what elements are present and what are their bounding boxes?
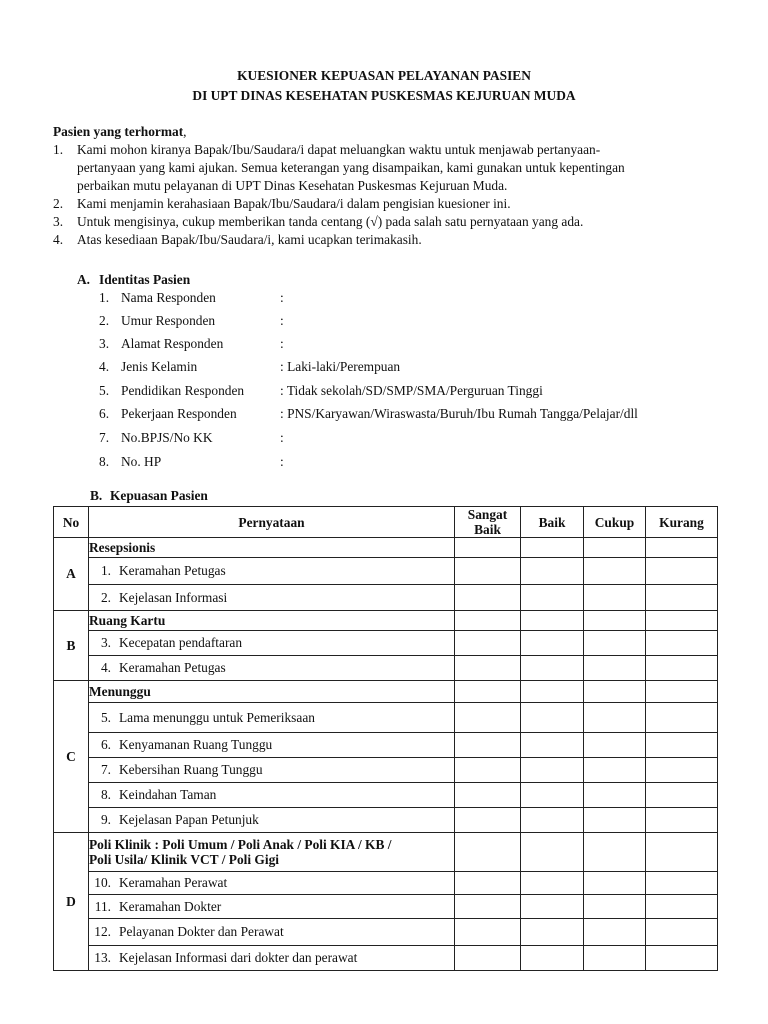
table-row xyxy=(54,733,718,758)
instruction-number: 1. xyxy=(53,142,64,157)
statement-number: 3. xyxy=(100,635,111,650)
greeting-text: Pasien yang terhormat xyxy=(53,124,184,139)
rating-cell-sangat-baik[interactable] xyxy=(455,833,521,872)
statement-cell xyxy=(89,656,455,681)
header-cukup: Cukup xyxy=(584,507,646,538)
rating-cell-kurang[interactable] xyxy=(646,585,718,611)
rating-cell-cukup[interactable] xyxy=(584,946,646,971)
rating-cell-baik[interactable] xyxy=(521,895,584,919)
rating-cell-sangat-baik[interactable] xyxy=(455,681,521,703)
instruction-text: perbaikan mutu pelayanan di UPT Dinas Kesehatan Puskesmas Kejuruan Muda. xyxy=(77,178,508,193)
statement-text: Kebersihan Ruang Tunggu xyxy=(119,762,263,777)
category-letter: B xyxy=(54,611,89,681)
rating-cell-kurang[interactable] xyxy=(646,808,718,833)
rating-cell-kurang[interactable] xyxy=(646,783,718,808)
rating-cell-cukup[interactable] xyxy=(584,733,646,758)
statement-number: 2. xyxy=(100,589,111,605)
group-title: Ruang Kartu xyxy=(89,611,455,631)
field-value-bpjs[interactable]: : xyxy=(280,430,284,445)
section-b-title: Kepuasan Pasien xyxy=(110,488,208,503)
statement-cell xyxy=(89,946,455,971)
field-label-nama: Nama Responden xyxy=(121,290,216,305)
rating-cell-sangat-baik[interactable] xyxy=(455,946,521,971)
rating-cell-kurang[interactable] xyxy=(646,681,718,703)
rating-cell-kurang[interactable] xyxy=(646,558,718,585)
statement-number: 12. xyxy=(94,924,111,939)
rating-cell-baik[interactable] xyxy=(521,733,584,758)
statement-text: Kenyamanan Ruang Tunggu xyxy=(119,737,273,752)
rating-cell-cukup[interactable] xyxy=(584,558,646,585)
table-row xyxy=(54,758,718,783)
header-pernyataan: Pernyataan xyxy=(89,507,455,538)
rating-cell-sangat-baik[interactable] xyxy=(455,585,521,611)
statement-text: Keramahan Perawat xyxy=(119,875,228,890)
rating-cell-cukup[interactable] xyxy=(584,585,646,611)
statement-number: 5. xyxy=(100,709,111,725)
satisfaction-table xyxy=(53,506,718,971)
rating-cell-baik[interactable] xyxy=(521,656,584,681)
field-number: 8. xyxy=(99,454,110,469)
rating-cell-kurang[interactable] xyxy=(646,946,718,971)
table-row xyxy=(54,656,718,681)
instruction-number: 3. xyxy=(53,214,64,229)
rating-cell-cukup[interactable] xyxy=(584,808,646,833)
field-number: 1. xyxy=(99,290,110,305)
table-group-row xyxy=(54,611,718,631)
rating-cell-cukup[interactable] xyxy=(584,758,646,783)
greeting-comma: , xyxy=(183,124,187,139)
header-sangat-baik xyxy=(455,507,521,538)
table-row xyxy=(54,585,718,611)
table-row xyxy=(54,895,718,919)
statement-cell xyxy=(89,808,455,833)
field-number: 3. xyxy=(99,336,110,351)
statement-text: Kecepatan pendaftaran xyxy=(119,635,243,650)
category-letter: A xyxy=(54,538,89,611)
rating-cell-baik[interactable] xyxy=(521,703,584,733)
group-title xyxy=(89,833,455,872)
table-row xyxy=(54,631,718,656)
rating-cell-baik[interactable] xyxy=(521,872,584,895)
rating-cell-sangat-baik[interactable] xyxy=(455,783,521,808)
rating-cell-sangat-baik[interactable] xyxy=(455,872,521,895)
field-label-jenis-kelamin: Jenis Kelamin xyxy=(121,359,198,374)
rating-cell-cukup[interactable] xyxy=(584,783,646,808)
field-value-hp[interactable]: : xyxy=(280,454,284,469)
rating-cell-kurang[interactable] xyxy=(646,758,718,783)
field-label-umur: Umur Responden xyxy=(121,313,216,328)
statement-text: Lama menunggu untuk Pemeriksaan xyxy=(119,709,315,725)
document-title-line-1: KUESIONER KEPUASAN PELAYANAN PASIEN xyxy=(237,68,531,83)
rating-cell-cukup[interactable] xyxy=(584,833,646,872)
table-row xyxy=(54,558,718,585)
rating-cell-sangat-baik[interactable] xyxy=(455,538,521,558)
table-header-row xyxy=(54,507,718,538)
table-group-row xyxy=(54,681,718,703)
rating-cell-sangat-baik[interactable] xyxy=(455,558,521,585)
group-title-line2: Poli Usila/ Klinik VCT / Poli Gigi xyxy=(89,852,279,867)
table-row xyxy=(54,783,718,808)
rating-cell-kurang[interactable] xyxy=(646,538,718,558)
table-row xyxy=(54,808,718,833)
rating-cell-kurang[interactable] xyxy=(646,833,718,872)
statement-text: Keindahan Taman xyxy=(119,787,217,802)
field-label-pekerjaan: Pekerjaan Responden xyxy=(121,406,237,421)
field-label-bpjs: No.BPJS/No KK xyxy=(121,430,213,445)
rating-cell-sangat-baik[interactable] xyxy=(455,733,521,758)
rating-cell-sangat-baik[interactable] xyxy=(455,656,521,681)
field-number: 7. xyxy=(99,430,110,445)
statement-cell xyxy=(89,895,455,919)
statement-cell xyxy=(89,631,455,656)
instruction-number: 2. xyxy=(53,196,64,211)
rating-cell-cukup[interactable] xyxy=(584,538,646,558)
statement-number: 8. xyxy=(100,787,111,802)
rating-cell-sangat-baik[interactable] xyxy=(455,611,521,631)
field-value-nama[interactable]: : xyxy=(280,290,284,305)
rating-cell-cukup[interactable] xyxy=(584,872,646,895)
statement-number: 6. xyxy=(100,737,111,752)
statement-text: Kejelasan Papan Petunjuk xyxy=(119,812,259,827)
statement-cell xyxy=(89,919,455,946)
rating-cell-baik[interactable] xyxy=(521,833,584,872)
group-title: Menunggu xyxy=(89,681,455,703)
field-value-pekerjaan[interactable]: : PNS/Karyawan/Wiraswasta/Buruh/Ibu Rumah Tangga/Pelajar/dll xyxy=(280,406,638,421)
statement-cell xyxy=(89,585,455,611)
rating-cell-kurang[interactable] xyxy=(646,919,718,946)
field-value-alamat[interactable]: : xyxy=(280,336,284,351)
field-number: 6. xyxy=(99,406,110,421)
category-letter: C xyxy=(54,681,89,833)
rating-cell-sangat-baik[interactable] xyxy=(455,631,521,656)
field-value-umur[interactable]: : xyxy=(280,313,284,328)
field-label-pendidikan: Pendidikan Responden xyxy=(121,383,245,398)
rating-cell-kurang[interactable] xyxy=(646,733,718,758)
rating-cell-baik[interactable] xyxy=(521,783,584,808)
group-title: Resepsionis xyxy=(89,538,455,558)
header-sangat-baik-line2: Baik xyxy=(474,522,501,537)
statement-cell xyxy=(89,783,455,808)
statement-text: Keramahan Petugas xyxy=(119,563,226,578)
document-title-line-2: DI UPT DINAS KESEHATAN PUSKESMAS KEJURUAN MUDA xyxy=(192,88,576,103)
statement-text: Keramahan Dokter xyxy=(119,898,222,914)
statement-number: 13. xyxy=(94,950,111,965)
rating-cell-cukup[interactable] xyxy=(584,631,646,656)
header-sangat-baik-line1: Sangat xyxy=(467,507,508,522)
rating-cell-baik[interactable] xyxy=(521,611,584,631)
rating-cell-kurang[interactable] xyxy=(646,703,718,733)
table-row xyxy=(54,919,718,946)
rating-cell-baik[interactable] xyxy=(521,558,584,585)
rating-cell-kurang[interactable] xyxy=(646,656,718,681)
field-value-pendidikan[interactable]: : Tidak sekolah/SD/SMP/SMA/Perguruan Tinggi xyxy=(280,383,543,398)
field-label-hp: No. HP xyxy=(121,454,162,469)
rating-cell-cukup[interactable] xyxy=(584,656,646,681)
statement-number: 1. xyxy=(100,563,111,578)
rating-cell-baik[interactable] xyxy=(521,538,584,558)
rating-cell-baik[interactable] xyxy=(521,585,584,611)
rating-cell-cukup[interactable] xyxy=(584,895,646,919)
field-number: 4. xyxy=(99,359,110,374)
statement-cell xyxy=(89,758,455,783)
statement-cell xyxy=(89,703,455,733)
statement-text: Pelayanan Dokter dan Perawat xyxy=(119,924,284,939)
section-a-letter: A. xyxy=(77,272,91,287)
rating-cell-cukup[interactable] xyxy=(584,919,646,946)
header-kurang: Kurang xyxy=(646,507,718,538)
rating-cell-baik[interactable] xyxy=(521,919,584,946)
rating-cell-sangat-baik[interactable] xyxy=(455,895,521,919)
rating-cell-cukup[interactable] xyxy=(584,611,646,631)
statement-cell xyxy=(89,872,455,895)
statement-number: 10. xyxy=(94,875,111,890)
statement-text: Keramahan Petugas xyxy=(119,660,226,675)
table-row xyxy=(54,872,718,895)
rating-cell-baik[interactable] xyxy=(521,681,584,703)
instruction-text: Atas kesediaan Bapak/Ibu/Saudara/i, kami ucapkan terimakasih. xyxy=(77,232,422,247)
section-a-title: Identitas Pasien xyxy=(99,272,191,287)
rating-cell-baik[interactable] xyxy=(521,946,584,971)
rating-cell-cukup[interactable] xyxy=(584,681,646,703)
instruction-text: pertanyaan yang kami ajukan. Semua keterangan yang disampaikan, kami gunakan untuk kepentingan xyxy=(77,160,625,175)
table-group-row xyxy=(54,833,718,872)
category-letter: D xyxy=(54,833,89,971)
instruction-text: Kami menjamin kerahasiaan Bapak/Ibu/Saudara/i dalam pengisian kuesioner ini. xyxy=(77,196,511,211)
rating-cell-cukup[interactable] xyxy=(584,703,646,733)
rating-cell-baik[interactable] xyxy=(521,631,584,656)
field-number: 2. xyxy=(99,313,110,328)
field-number: 5. xyxy=(99,383,110,398)
instruction-text: Kami mohon kiranya Bapak/Ibu/Saudara/i dapat meluangkan waktu untuk menjawab pertanyaan- xyxy=(77,142,601,157)
statement-number: 9. xyxy=(100,812,111,827)
rating-cell-sangat-baik[interactable] xyxy=(455,919,521,946)
rating-cell-baik[interactable] xyxy=(521,808,584,833)
rating-cell-kurang[interactable] xyxy=(646,872,718,895)
group-title-line1: Poli Klinik : Poli Umum / Poli Anak / Poli KIA / KB / xyxy=(89,837,392,852)
statement-text: Kejelasan Informasi xyxy=(119,589,228,605)
rating-cell-sangat-baik[interactable] xyxy=(455,808,521,833)
statement-cell xyxy=(89,558,455,585)
greeting xyxy=(53,124,187,140)
field-value-jenis-kelamin[interactable]: : Laki-laki/Perempuan xyxy=(280,359,401,374)
table-row xyxy=(54,703,718,733)
rating-cell-baik[interactable] xyxy=(521,758,584,783)
rating-cell-kurang[interactable] xyxy=(646,611,718,631)
rating-cell-sangat-baik[interactable] xyxy=(455,758,521,783)
rating-cell-sangat-baik[interactable] xyxy=(455,703,521,733)
statement-text: Kejelasan Informasi dari dokter dan perawat xyxy=(119,950,358,965)
table-row xyxy=(54,946,718,971)
header-baik: Baik xyxy=(521,507,584,538)
statement-number: 11. xyxy=(94,898,111,914)
statement-number: 4. xyxy=(100,660,111,675)
instruction-number: 4. xyxy=(53,232,64,247)
section-b-letter: B. xyxy=(90,488,103,503)
instruction-text: Untuk mengisinya, cukup memberikan tanda centang (√) pada salah satu pernyataan yang ada. xyxy=(77,214,584,229)
rating-cell-kurang[interactable] xyxy=(646,631,718,656)
statement-number: 7. xyxy=(100,762,111,777)
table-group-row xyxy=(54,538,718,558)
statement-cell xyxy=(89,733,455,758)
field-label-alamat: Alamat Responden xyxy=(121,336,224,351)
header-no: No xyxy=(54,507,89,538)
rating-cell-kurang[interactable] xyxy=(646,895,718,919)
